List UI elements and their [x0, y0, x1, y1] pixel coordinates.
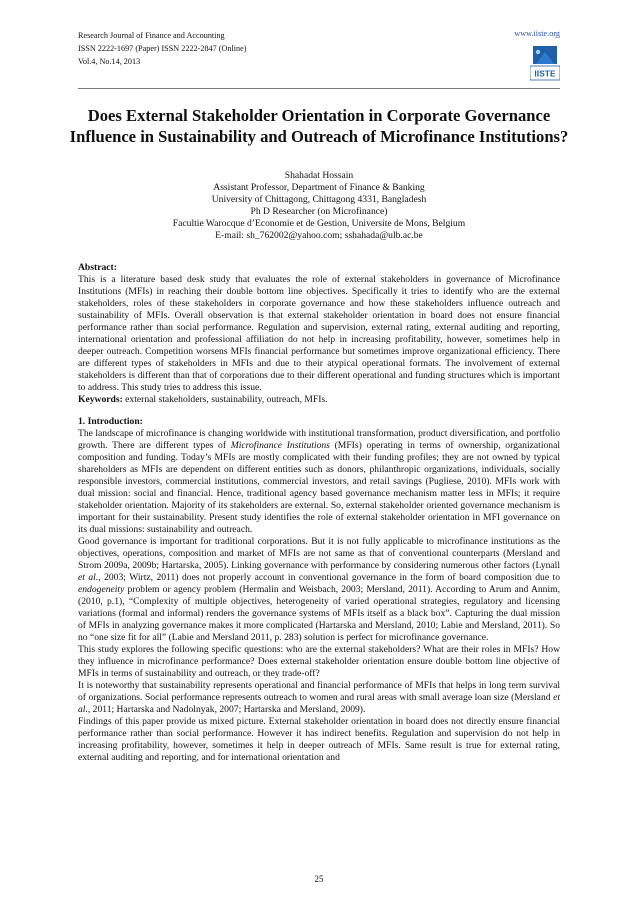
intro-heading: 1. Introduction: [78, 416, 143, 427]
author-researcher: Ph D Researcher (on Microfinance) [250, 206, 388, 217]
journal-name: Research Journal of Finance and Accounting [78, 31, 225, 40]
author-block [78, 170, 560, 242]
paper-body [78, 262, 560, 764]
header-divider [78, 88, 560, 89]
intro-paragraph-3: This study explores the following specific questions: who are the external stakeholders? What are their roles in MFIs? How they influence in microfinance performance? Does external stakeholder orientation ensure double bottom line objective of MFIs in terms of sustainability and outreach, or they trade-off? [78, 644, 560, 679]
keywords-text: external stakeholders, sustainability, outreach, MFIs. [125, 394, 328, 405]
author-faculty: Facultie Warocque d’Economie et de Gestion, Universite de Mons, Belgium [172, 218, 466, 229]
journal-url-link[interactable]: www.iiste.org [514, 29, 560, 38]
page-number: 25 [314, 874, 324, 884]
author-university: University of Chittagong, Chittagong 4331, Bangladesh [211, 194, 427, 205]
intro-paragraph-4: It is noteworthy that sustainability represents operational and financial performance of MFIs that helps in long term survival of organizations. Social performance represents outreach to women and rural areas with small average loan size (Mersland et al., 2011; Hartarska and Nadolnyak, 2007; Hartarska and Mersland, 2009). [78, 680, 560, 715]
author-email: E-mail: sh_762002@yahoo.com; sshahada@ulb.ac.be [215, 230, 423, 241]
issn-line: ISSN 2222-1697 (Paper) ISSN 2222-2847 (Online) [78, 44, 247, 53]
author-name: Shahadat Hossain [284, 170, 354, 181]
intro-paragraph-2: Good governance is important for traditional corporations. But it is not fully applicable to microfinance institutions as the objectives, operations, composition and market of MFIs are not same as that of conventional counterparts (Mersland and Strom 2009a, 2009b; Hartarska, 2005). Linking governance with performance by considering numerous other factors (Lynall et al., 2003; Wirtz, 2011) does not properly account in conventional governance in the form of board composition due to endogeneity problem or agency problem (Hermalin and Weisbach, 2003; Mersland, 2011). According to Arum and Annim, (2010, p.1), “Complexity of multiple objectives, heterogeneity of varied operational strategies, regulatory and licensing variations (formal and informal) renders the governance systems of MFIs itself as a black box”. Capturing the dual mission of MFIs in analyzing governance makes it more complicated (Hartarska and Mersland, 2010; Labie and Mersland, 2011). So no “one size fit for all” (Labie and Mersland 2011, p. 283) solution is perfect for microfinance governance. [78, 536, 560, 643]
abstract-heading: Abstract: [78, 262, 117, 273]
svg-text:IISTE: IISTE [534, 68, 556, 79]
keywords-label: Keywords: [78, 394, 123, 405]
abstract-text: This is a literature based desk study that evaluates the role of external stakeholders in governance of Microfinance Institutions (MFIs) in reaching their double bottom line objectives. Specifically it tries to identify who are the external stakeholders, roles of these stakeholders in corporate governance and how these stakeholders influence outreach and sustainability of MFIs. Overall observation is that external stakeholder orientation in board does not ensure financial performance rather than social performance. Regulation and supervision, external rating, external auditing and reporting, international orientation and professional affiliation do not help in increasing profitability, however, sometimes help in deeper outreach. Competition worsens MFIs financial performance but sometimes improve organizational efficiency. There are different types of stakeholders in MFIs and due to their atypical operational formats. The involvement of external stakeholders is different than that of corporations due to their different operational and funding structures which is important to address. This study tries to address this issue. [78, 274, 560, 393]
intro-paragraph-1: The landscape of microfinance is changing worldwide with institutional transformation, product diversification, and portfolio growth. There are different types of Microfinance Institutions (MFIs) operating in terms of ownership, organizational composition and funding. Today’s MFIs are mostly complicated with their funding profiles; they are not owned by typical shareholders as MFIs are dependent on different entities such as donors, philanthropic organizations, individuals, socially responsible investors, commercial institutions, commercial investors, and retail savings (Pugliese, 2010). MFIs work with dual mission: social and financial. Hence, traditional agency based governance mechanism matter less in MFIs; it require stakeholder orientation. Majority of its stakeholders are external. So, external stakeholder oriented governance mechanism is important for their sustainability. Present study identifies the role of external stakeholder orientation in MFI governance on its dual missions: sustainability and outreach. [78, 428, 560, 535]
volume-line: Vol.4, No.14, 2013 [78, 57, 141, 66]
keywords-line [78, 394, 560, 406]
author-position: Assistant Professor, Department of Finance & Banking [213, 182, 425, 193]
running-header [78, 29, 247, 68]
intro-paragraph-5: Findings of this paper provide us mixed picture. External stakeholder orientation in board does not directly ensure financial performance rather than social performance. However it has indirect benefits. Regulation and supervision do not help in increasing profitability, however, sometimes it help in deeper outreach of MFIs. Same result is true for external rating, external auditing and reporting, and for international orientation and [78, 716, 560, 763]
paper-title: Does External Stakeholder Orientation in Corporate Governance Influence in Sustainability and Outreach of Microfinance Institutions? [69, 106, 569, 146]
iiste-logo [530, 46, 560, 82]
